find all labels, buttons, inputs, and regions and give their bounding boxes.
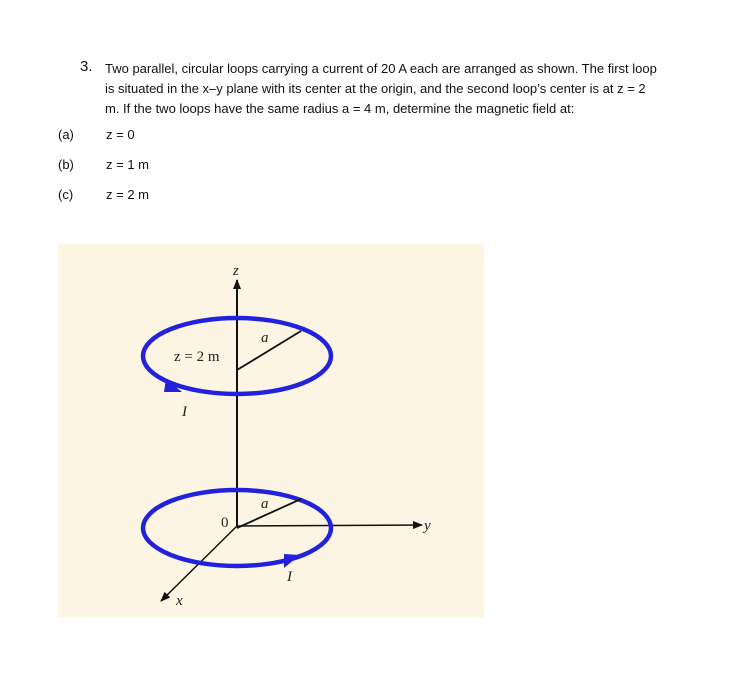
bottom-current-label: I bbox=[287, 569, 292, 585]
origin-label: 0 bbox=[221, 515, 229, 531]
bottom-radius-label: a bbox=[261, 496, 269, 512]
y-axis-label: y bbox=[424, 518, 431, 534]
loops-diagram bbox=[58, 244, 484, 617]
top-center-label: z = 2 m bbox=[174, 349, 220, 365]
top-radius-label: a bbox=[261, 330, 269, 346]
question-line-1: Two parallel, circular loops carrying a current of 20 A each are arranged as shown. The first loop bbox=[105, 61, 657, 76]
z-axis-label: z bbox=[233, 263, 239, 279]
loops-figure bbox=[58, 244, 484, 617]
question-text bbox=[105, 59, 705, 119]
top-current-label: I bbox=[182, 404, 187, 420]
question-number: 3. bbox=[80, 58, 93, 75]
part-b-label: (b) bbox=[58, 157, 74, 172]
x-axis-label: x bbox=[176, 593, 183, 609]
question-line-3: m. If the two loops have the same radius a = 4 m, determine the magnetic field at: bbox=[105, 101, 575, 116]
part-c-label: (c) bbox=[58, 187, 74, 202]
question-line-2: is situated in the x–y plane with its center at the origin, and the second loop’s center is at z = 2 bbox=[105, 81, 646, 96]
part-b-value: z = 1 m bbox=[106, 157, 149, 172]
part-a-label: (a) bbox=[58, 127, 74, 142]
figure-background bbox=[58, 244, 484, 617]
part-a-value: z = 0 bbox=[106, 127, 135, 142]
part-c-value: z = 2 m bbox=[106, 187, 149, 202]
